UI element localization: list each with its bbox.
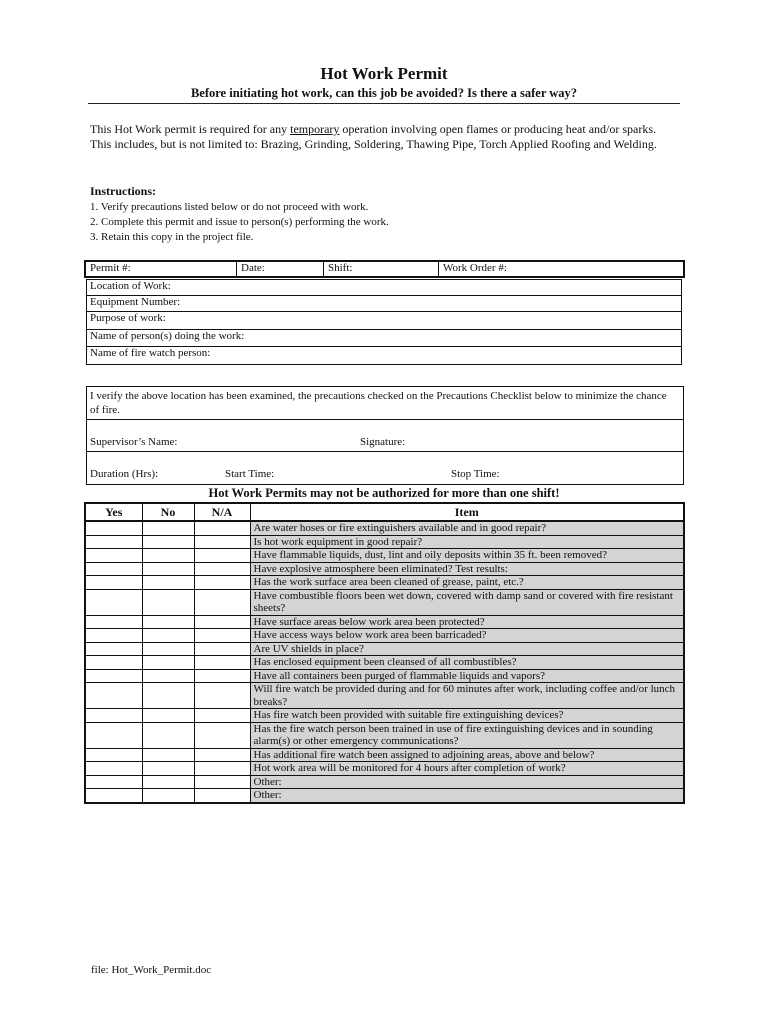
verification-block <box>86 386 684 485</box>
checkbox-na[interactable] <box>194 562 250 576</box>
instructions-heading: Instructions: <box>90 184 157 198</box>
checkbox-yes[interactable] <box>85 709 142 723</box>
checkbox-no[interactable] <box>142 669 194 683</box>
permit-number-field[interactable]: Permit #: <box>85 261 237 277</box>
checkbox-na[interactable] <box>194 535 250 549</box>
checklist-item-text: Have surface areas below work area been protected? <box>250 615 684 629</box>
checkbox-no[interactable] <box>142 775 194 789</box>
supervisor-name-field[interactable]: Supervisor’s Name: <box>90 436 178 448</box>
checkbox-na[interactable] <box>194 576 250 590</box>
verification-divider <box>87 419 683 420</box>
checkbox-no[interactable] <box>142 683 194 709</box>
checkbox-yes[interactable] <box>85 562 142 576</box>
checkbox-yes[interactable] <box>85 775 142 789</box>
checklist-row <box>85 683 684 709</box>
checkbox-no[interactable] <box>142 709 194 723</box>
checkbox-na[interactable] <box>194 722 250 748</box>
checkbox-no[interactable] <box>142 629 194 643</box>
checkbox-no[interactable] <box>142 656 194 670</box>
date-field[interactable]: Date: <box>237 261 324 277</box>
document-title: Hot Work Permit <box>320 64 448 83</box>
checkbox-yes[interactable] <box>85 589 142 615</box>
intro-text-underlined: temporary <box>290 122 340 136</box>
checkbox-yes[interactable] <box>85 683 142 709</box>
checklist-item-text: Have combustible floors been wet down, covered with damp sand or covered with fire resistant sheets? <box>250 589 684 615</box>
checklist-item-text: Has additional fire watch been assigned to adjoining areas, above and below? <box>250 748 684 762</box>
checkbox-yes[interactable] <box>85 669 142 683</box>
checkbox-no[interactable] <box>142 521 194 535</box>
checklist-item-text: Is hot work equipment in good repair? <box>250 535 684 549</box>
checkbox-no[interactable] <box>142 562 194 576</box>
checkbox-na[interactable] <box>194 656 250 670</box>
checklist-row <box>85 562 684 576</box>
duration-field[interactable]: Duration (Hrs): <box>90 468 159 480</box>
checkbox-na[interactable] <box>194 589 250 615</box>
checklist-row <box>85 722 684 748</box>
intro-paragraph <box>90 122 680 152</box>
purpose-of-work-field[interactable]: Purpose of work: <box>87 312 682 330</box>
checkbox-no[interactable] <box>142 762 194 776</box>
checkbox-na[interactable] <box>194 775 250 789</box>
column-header-no: No <box>142 503 194 521</box>
verification-statement: I verify the above location has been examined, the precautions checked on the Precautions Checklist below to minimize the chance of fire. <box>90 390 667 416</box>
shift-field[interactable]: Shift: <box>324 261 439 277</box>
checklist-item-text: Has the work surface area been cleaned of grease, paint, etc.? <box>250 576 684 590</box>
intro-text-before: This Hot Work permit is required for any <box>90 122 291 136</box>
fire-watch-name-field[interactable]: Name of fire watch person: <box>87 347 682 365</box>
stop-time-field[interactable]: Stop Time: <box>451 468 500 480</box>
instruction-item: 1. Verify precautions listed below or do not proceed with work. <box>90 201 369 213</box>
checklist-row <box>85 589 684 615</box>
checklist-item-text: Has enclosed equipment been cleansed of all combustibles? <box>250 656 684 670</box>
checkbox-na[interactable] <box>194 642 250 656</box>
checkbox-na[interactable] <box>194 615 250 629</box>
checkbox-no[interactable] <box>142 748 194 762</box>
checklist-item-text: Has fire watch been provided with suitable fire extinguishing devices? <box>250 709 684 723</box>
checkbox-na[interactable] <box>194 521 250 535</box>
intro-text-after: operation involving open flames or producing heat and/or sparks. This includes, but is not limited to: Brazing, Grinding, Soldering, Thawing Pipe, Torch Applied Roofing and Welding. <box>90 122 657 151</box>
checklist-row <box>85 549 684 563</box>
checkbox-na[interactable] <box>194 709 250 723</box>
precautions-checklist-table <box>84 502 685 804</box>
work-info-table <box>86 279 682 365</box>
checkbox-yes[interactable] <box>85 642 142 656</box>
checkbox-no[interactable] <box>142 722 194 748</box>
checklist-row <box>85 615 684 629</box>
verification-divider <box>87 451 683 452</box>
equipment-number-field[interactable]: Equipment Number: <box>87 296 682 312</box>
checkbox-na[interactable] <box>194 762 250 776</box>
location-of-work-field[interactable]: Location of Work: <box>87 280 682 296</box>
checkbox-yes[interactable] <box>85 535 142 549</box>
checkbox-yes[interactable] <box>85 549 142 563</box>
checklist-row <box>85 576 684 590</box>
checklist-item-text: Will fire watch be provided during and for 60 minutes after work, including coffee and/or lunch breaks? <box>250 683 684 709</box>
checklist-item-text: Have access ways below work area been barricaded? <box>250 629 684 643</box>
column-header-item: Item <box>250 503 684 521</box>
checkbox-na[interactable] <box>194 789 250 803</box>
document-subtitle: Before initiating hot work, can this job be avoided? Is there a safer way? <box>88 86 680 104</box>
checklist-row <box>85 789 684 803</box>
column-header-na: N/A <box>194 503 250 521</box>
checkbox-yes[interactable] <box>85 576 142 590</box>
checkbox-yes[interactable] <box>85 762 142 776</box>
checkbox-na[interactable] <box>194 549 250 563</box>
checkbox-no[interactable] <box>142 642 194 656</box>
checklist-item-text: Have flammable liquids, dust, lint and oily deposits within 35 ft. been removed? <box>250 549 684 563</box>
checklist-body <box>85 521 684 803</box>
checklist-row <box>85 656 684 670</box>
checkbox-na[interactable] <box>194 629 250 643</box>
instruction-item: 3. Retain this copy in the project file. <box>90 231 254 243</box>
checklist-item-text: Has the fire watch person been trained in use of fire extinguishing devices and in sounding alarm(s) or other emergency communications? <box>250 722 684 748</box>
signature-field[interactable]: Signature: <box>360 436 406 448</box>
checklist-item-text: Are water hoses or fire extinguishers available and in good repair? <box>250 521 684 535</box>
checkbox-yes[interactable] <box>85 521 142 535</box>
checklist-row <box>85 775 684 789</box>
checkbox-no[interactable] <box>142 535 194 549</box>
permit-header-table <box>84 260 685 278</box>
checklist-item-text: Other: <box>250 775 684 789</box>
checkbox-yes[interactable] <box>85 629 142 643</box>
checkbox-yes[interactable] <box>85 656 142 670</box>
checklist-row <box>85 762 684 776</box>
checkbox-yes[interactable] <box>85 722 142 748</box>
checkbox-yes[interactable] <box>85 615 142 629</box>
start-time-field[interactable]: Start Time: <box>225 468 275 480</box>
checklist-item-text: Are UV shields in place? <box>250 642 684 656</box>
checklist-row <box>85 669 684 683</box>
checklist-item-text: Have explosive atmosphere been eliminated? Test results: <box>250 562 684 576</box>
checkbox-no[interactable] <box>142 615 194 629</box>
checkbox-na[interactable] <box>194 669 250 683</box>
column-header-yes: Yes <box>85 503 142 521</box>
instruction-item: 2. Complete this permit and issue to person(s) performing the work. <box>90 216 389 228</box>
checklist-row <box>85 642 684 656</box>
checkbox-na[interactable] <box>194 683 250 709</box>
checklist-row <box>85 535 684 549</box>
checklist-item-text: Hot work area will be monitored for 4 hours after completion of work? <box>250 762 684 776</box>
checkbox-yes[interactable] <box>85 748 142 762</box>
shift-warning: Hot Work Permits may not be authorized for more than one shift! <box>208 486 560 500</box>
checkbox-no[interactable] <box>142 589 194 615</box>
file-footer: file: Hot_Work_Permit.doc <box>91 964 212 976</box>
checklist-row <box>85 629 684 643</box>
checkbox-no[interactable] <box>142 576 194 590</box>
checkbox-na[interactable] <box>194 748 250 762</box>
instructions-list <box>90 200 680 245</box>
checkbox-no[interactable] <box>142 789 194 803</box>
checklist-item-text: Other: <box>250 789 684 803</box>
work-order-field[interactable]: Work Order #: <box>439 261 685 277</box>
checkbox-yes[interactable] <box>85 789 142 803</box>
checklist-row <box>85 521 684 535</box>
checklist-row <box>85 748 684 762</box>
workers-name-field[interactable]: Name of person(s) doing the work: <box>87 330 682 347</box>
checkbox-no[interactable] <box>142 549 194 563</box>
checklist-item-text: Have all containers been purged of flammable liquids and vapors? <box>250 669 684 683</box>
checklist-row <box>85 709 684 723</box>
